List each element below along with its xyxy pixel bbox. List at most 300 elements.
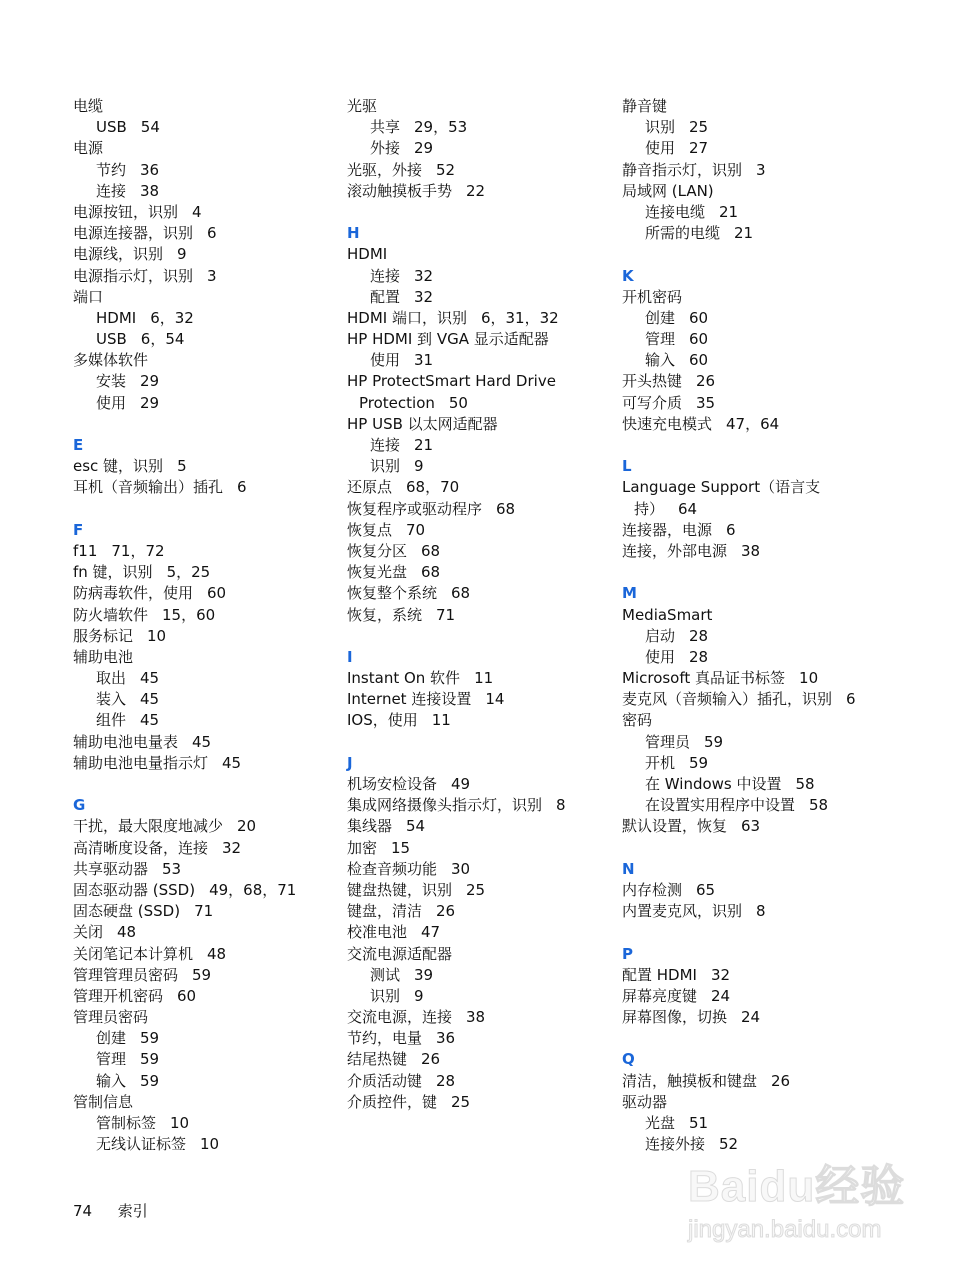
index-entry (73, 647, 343, 668)
page-reference[interactable]: 29 (140, 393, 160, 412)
index-entry (73, 202, 343, 223)
page-reference[interactable]: 51 (689, 1114, 709, 1132)
page-reference[interactable]: 25 (689, 118, 709, 137)
index-entry (347, 880, 617, 901)
index-subentry (622, 350, 892, 371)
index-term: 快速充电模式 (622, 414, 713, 433)
index-term: 清洁，触摸板和键盘 (622, 1071, 758, 1090)
index-entry (347, 1028, 617, 1049)
index-term: 连接 (96, 181, 127, 200)
index-term: 键盘热键，识别 (347, 880, 453, 899)
index-entry (73, 626, 343, 647)
index-term: 管理开机密码 (73, 986, 164, 1005)
page-reference[interactable]: 25 (451, 1092, 471, 1111)
index-term: 管制信息 (73, 1092, 134, 1111)
page-reference[interactable]: 58 (809, 796, 829, 815)
index-entry (622, 689, 892, 710)
page-reference[interactable]: 47 (421, 923, 441, 942)
index-term: Language Support（语言支 (622, 478, 821, 497)
section-spacer (622, 435, 892, 456)
page-reference[interactable]: 68，70 (406, 478, 460, 497)
index-term: 屏幕图像，切换 (622, 1008, 728, 1027)
index-entry (73, 562, 343, 583)
index-term: 电源 (73, 139, 104, 158)
index-letter-heading: L (622, 457, 632, 476)
index-entry (73, 96, 343, 117)
page-reference[interactable]: 59 (689, 753, 709, 772)
page-reference[interactable]: 25 (466, 880, 486, 899)
page-reference[interactable]: 26 (696, 372, 716, 391)
index-entry (622, 96, 892, 117)
index-entry (73, 266, 343, 287)
index-term: 使用 (645, 139, 676, 158)
index-entry (73, 944, 343, 965)
index-term: 关闭 (73, 923, 104, 942)
page-reference[interactable]: 26 (421, 1050, 441, 1069)
index-term: 局域网 (LAN) (622, 181, 714, 200)
index-term: 恢复分区 (347, 541, 408, 560)
index-term: 固态硬盘 (SSD) (73, 902, 181, 921)
index-term: 交流电源适配器 (347, 944, 453, 963)
page-reference[interactable]: 45 (192, 732, 212, 751)
section-spacer (622, 1028, 892, 1049)
page-reference[interactable]: 36 (436, 1029, 456, 1048)
index-term: 还原点 (347, 478, 393, 497)
index-term: 所需的电缆 (645, 224, 721, 243)
index-entry (347, 308, 617, 329)
index-subentry (347, 138, 617, 159)
index-term: 取出 (96, 669, 127, 688)
page-reference[interactable]: 60 (689, 351, 709, 370)
page-reference[interactable]: 28 (436, 1071, 456, 1090)
index-entry (347, 859, 617, 880)
index-term: 交流电源，连接 (347, 1008, 453, 1027)
page-reference[interactable]: 54 (406, 817, 426, 836)
index-entry (622, 986, 892, 1007)
index-subentry (622, 308, 892, 329)
index-term: 光驱，外接 (347, 160, 423, 179)
index-entry (622, 160, 892, 181)
page-reference[interactable]: 3 (756, 160, 766, 179)
index-entry (622, 605, 892, 626)
page-reference[interactable]: 6，54 (140, 330, 185, 349)
page-reference[interactable]: 63 (741, 817, 761, 836)
section-spacer (622, 244, 892, 265)
page-reference[interactable]: 59 (140, 1050, 160, 1069)
page-reference[interactable]: 27 (689, 139, 709, 158)
page-reference[interactable]: 68 (421, 563, 441, 582)
index-entry (73, 901, 343, 922)
index-term: 无线认证标签 (96, 1135, 187, 1154)
index-term: 内存检测 (622, 880, 683, 899)
index-term: 服务标记 (73, 626, 134, 645)
index-term: 结尾热键 (347, 1050, 408, 1069)
page-reference[interactable]: 8 (556, 796, 566, 815)
section-spacer (347, 626, 617, 647)
index-term: HDMI 端口，识别 (347, 308, 467, 327)
index-entry (622, 414, 892, 435)
page-reference[interactable]: 49 (451, 775, 471, 793)
index-subentry (73, 1113, 343, 1134)
page-reference[interactable]: 6 (237, 478, 247, 497)
index-term: USB (96, 330, 127, 349)
index-entry (73, 350, 343, 371)
page-reference[interactable]: 71，72 (111, 541, 165, 560)
page-reference[interactable]: 68 (496, 499, 516, 518)
index-entry (622, 710, 892, 731)
page-reference[interactable]: 10 (147, 626, 167, 645)
index-entry (347, 541, 617, 562)
index-term: 静音键 (622, 97, 668, 115)
index-entry (347, 520, 617, 541)
index-term: HP HDMI 到 VGA 显示适配器 (347, 330, 549, 349)
section-spacer (622, 562, 892, 583)
index-entry (347, 944, 617, 965)
index-subentry (622, 329, 892, 350)
index-term: 干扰，最大限度地减少 (73, 817, 224, 836)
page-reference[interactable]: 5，25 (166, 563, 211, 582)
index-entry (73, 605, 343, 626)
index-entry (73, 244, 343, 265)
page-reference[interactable]: 48 (207, 944, 227, 963)
index-entry (347, 393, 617, 414)
index-term: 管理管理员密码 (73, 965, 179, 984)
page-footer (73, 1201, 148, 1222)
index-letter-heading: G (73, 796, 86, 815)
index-subentry (347, 117, 617, 138)
index-entry (347, 329, 617, 350)
index-term: 恢复，系统 (347, 605, 423, 624)
index-term: 电源指示灯，识别 (73, 266, 194, 285)
index-subentry (73, 689, 343, 710)
index-entry (73, 477, 343, 498)
index-subentry (73, 710, 343, 731)
page-reference[interactable]: 8 (756, 902, 766, 921)
index-entry (347, 816, 617, 837)
page-reference[interactable]: 65 (696, 880, 716, 899)
page-reference[interactable]: 39 (414, 965, 434, 984)
index-column-2 (347, 96, 617, 1113)
page-reference[interactable]: 32 (414, 266, 434, 285)
index-entry (622, 965, 892, 986)
page-reference[interactable]: 38 (466, 1008, 486, 1027)
page-reference[interactable]: 54 (140, 118, 160, 137)
index-entry (622, 901, 892, 922)
index-term: 辅助电池电量表 (73, 732, 179, 751)
index-term: 集线器 (347, 817, 393, 836)
index-letter-heading: N (622, 859, 635, 878)
index-term: 多媒体软件 (73, 351, 149, 370)
page-reference[interactable]: 53 (162, 859, 182, 878)
index-letter-heading: F (73, 520, 84, 539)
page-reference[interactable]: 9 (414, 457, 424, 476)
page-reference[interactable]: 10 (799, 669, 819, 688)
page-reference[interactable]: 6，31，32 (480, 308, 559, 327)
page-reference[interactable]: 26 (771, 1071, 791, 1090)
index-entry (73, 986, 343, 1007)
index-entry (347, 922, 617, 943)
section-spacer (73, 414, 343, 435)
index-term: 节约 (96, 160, 127, 179)
index-entry (622, 371, 892, 392)
index-term: fn 键，识别 (73, 563, 153, 582)
index-term: 介质活动键 (347, 1071, 423, 1090)
page-reference[interactable]: 60 (689, 330, 709, 349)
index-subentry (73, 1134, 343, 1155)
index-subentry (622, 223, 892, 244)
index-term: 管制标签 (96, 1114, 157, 1132)
index-term: 连接 (370, 266, 401, 285)
index-term: HDMI (347, 245, 388, 264)
page-reference[interactable]: 30 (451, 859, 471, 878)
index-term: USB (96, 118, 127, 137)
index-entry (347, 583, 617, 604)
index-subentry (347, 965, 617, 986)
page-reference[interactable]: 28 (689, 626, 709, 645)
index-term: 开头热键 (622, 372, 683, 391)
page-reference[interactable]: 45 (140, 690, 160, 709)
page-reference[interactable]: 15，60 (162, 605, 216, 624)
page-reference[interactable]: 49，68，71 (209, 880, 297, 899)
index-term: 光驱 (347, 97, 378, 115)
page-reference[interactable]: 5 (177, 457, 187, 476)
index-term: 在 Windows 中设置 (645, 775, 782, 793)
page-reference[interactable]: 36 (140, 160, 160, 179)
page-reference[interactable]: 4 (192, 202, 202, 221)
index-letter-heading: E (73, 436, 84, 454)
index-entry (347, 1092, 617, 1113)
page-reference[interactable]: 21 (734, 224, 754, 243)
page-reference[interactable]: 68 (451, 584, 471, 603)
index-subentry (622, 1113, 892, 1134)
page-reference[interactable]: 59 (192, 965, 212, 984)
page-reference[interactable]: 50 (448, 393, 468, 412)
page-reference[interactable]: 3 (207, 266, 217, 285)
index-term: 恢复程序或驱动程序 (347, 499, 483, 518)
page-reference[interactable]: 29，53 (414, 118, 468, 137)
page-reference[interactable]: 6 (726, 520, 736, 539)
index-subentry (622, 138, 892, 159)
index-term: 持） (634, 499, 665, 518)
index-term: 恢复整个系统 (347, 584, 438, 603)
page-reference[interactable]: 24 (711, 986, 731, 1005)
index-subentry (622, 774, 892, 795)
page-reference[interactable]: 6，32 (150, 308, 194, 327)
index-letter-heading: M (622, 584, 637, 603)
page-reference[interactable]: 71 (436, 605, 456, 624)
index-entry (73, 880, 343, 901)
index-term: esc 键，识别 (73, 457, 164, 476)
page-reference[interactable]: 70 (406, 520, 426, 539)
page-reference[interactable]: 32 (414, 287, 434, 306)
index-term: 辅助电池 (73, 647, 134, 666)
index-subentry (622, 626, 892, 647)
index-term: 防病毒软件，使用 (73, 584, 194, 603)
index-entry (347, 160, 617, 181)
index-subentry (73, 308, 343, 329)
page-reference[interactable]: 14 (485, 690, 505, 709)
page-reference[interactable]: 68 (421, 541, 441, 560)
page-reference[interactable]: 47，64 (726, 414, 780, 433)
page-reference[interactable]: 59 (140, 1071, 160, 1090)
index-term: 关闭笔记本计算机 (73, 944, 194, 963)
index-term: 使用 (645, 647, 676, 666)
page-reference[interactable]: 52 (719, 1135, 739, 1154)
index-term: 配置 (370, 287, 401, 306)
index-term: 共享 (370, 118, 401, 137)
watermark-brand: Baidu经验 (688, 1162, 906, 1211)
index-entry (622, 499, 892, 520)
index-term: 固态驱动器 (SSD) (73, 880, 196, 899)
page-reference[interactable]: 38 (140, 181, 160, 200)
index-entry (347, 371, 617, 392)
index-entry (622, 541, 892, 562)
page-reference[interactable]: 11 (474, 669, 494, 688)
index-term: 滚动触摸板手势 (347, 181, 453, 200)
index-entry (622, 1092, 892, 1113)
page-reference[interactable]: 60 (207, 584, 227, 603)
page-reference[interactable]: 6 (207, 224, 217, 243)
page-reference[interactable]: 21 (719, 202, 739, 221)
page-reference[interactable]: 38 (741, 541, 761, 560)
index-subentry (347, 350, 617, 371)
page-reference[interactable]: 11 (431, 711, 451, 730)
page-reference[interactable]: 58 (795, 775, 815, 793)
index-subentry (73, 371, 343, 392)
index-term: 介质控件，键 (347, 1092, 438, 1111)
index-term: 密码 (622, 711, 653, 730)
index-entry (73, 859, 343, 880)
index-term: HDMI (96, 308, 137, 327)
page-reference[interactable]: 48 (117, 923, 137, 942)
page-reference[interactable]: 28 (689, 647, 709, 666)
page-reference[interactable]: 60 (689, 308, 709, 327)
index-term: Internet 连接设置 (347, 690, 472, 709)
page-reference[interactable]: 21 (414, 436, 434, 454)
index-term: 管理 (645, 330, 676, 349)
index-term: 集成网络摄像头指示灯，识别 (347, 796, 543, 815)
index-entry (347, 1007, 617, 1028)
page-reference[interactable]: 71 (194, 902, 214, 921)
page-reference[interactable]: 45 (140, 669, 160, 688)
index-term: HP USB 以太网适配器 (347, 414, 498, 433)
index-term: 管理员 (645, 732, 691, 751)
page-reference[interactable]: 52 (436, 160, 456, 179)
index-entry (73, 753, 343, 774)
index-term: 启动 (645, 626, 676, 645)
page-reference[interactable]: 6 (846, 690, 856, 709)
index-term: 测试 (370, 965, 401, 984)
index-subentry (73, 1028, 343, 1049)
index-term: MediaSmart (622, 605, 713, 624)
page-reference[interactable]: 32 (710, 965, 731, 984)
index-subentry (622, 647, 892, 668)
index-term: 装入 (96, 690, 127, 709)
index-entry (622, 816, 892, 837)
index-entry (622, 287, 892, 308)
index-term: 识别 (370, 986, 401, 1005)
index-subentry (347, 986, 617, 1007)
index-subentry (622, 117, 892, 138)
section-spacer (347, 732, 617, 753)
page-reference[interactable]: 29 (414, 139, 434, 158)
page-number: 74 (73, 1202, 93, 1220)
index-subentry (347, 435, 617, 456)
page-reference[interactable]: 9 (177, 245, 187, 264)
page-reference[interactable]: 15 (391, 838, 411, 857)
page-reference[interactable]: 59 (140, 1029, 160, 1048)
index-term: 驱动器 (622, 1092, 668, 1111)
index-subentry (73, 329, 343, 350)
index-subentry (73, 393, 343, 414)
index-entry (347, 1071, 617, 1092)
page-reference[interactable]: 26 (436, 902, 456, 921)
index-letter-heading: P (622, 944, 633, 963)
page-reference[interactable]: 31 (414, 351, 434, 370)
index-entry (347, 901, 617, 922)
page-reference[interactable]: 9 (414, 986, 424, 1005)
index-entry (73, 287, 343, 308)
index-term: 端口 (73, 287, 104, 306)
index-subentry (73, 160, 343, 181)
index-subentry (622, 202, 892, 223)
index-entry (347, 499, 617, 520)
page-reference[interactable]: 45 (222, 753, 242, 772)
page-reference[interactable]: 22 (466, 181, 486, 200)
index-subentry (73, 1071, 343, 1092)
index-term: 防火墙软件 (73, 605, 149, 624)
index-subentry (73, 668, 343, 689)
index-term: HP ProtectSmart Hard Drive (347, 372, 556, 391)
watermark-url: jingyan.baidu.com (688, 1216, 882, 1243)
page-reference[interactable]: 24 (741, 1008, 761, 1027)
index-entry (347, 562, 617, 583)
section-title: 索引 (117, 1202, 148, 1220)
page-reference[interactable]: 35 (696, 393, 716, 412)
index-letter-heading: J (347, 753, 353, 772)
page-reference[interactable]: 64 (678, 499, 698, 518)
page-reference[interactable]: 29 (140, 372, 160, 391)
index-entry (347, 414, 617, 435)
index-entry (73, 583, 343, 604)
page-reference[interactable]: 10 (200, 1135, 220, 1154)
baidu-watermark (688, 1150, 928, 1260)
index-subentry (73, 1049, 343, 1070)
page-reference[interactable]: 59 (704, 732, 724, 751)
index-subentry (622, 732, 892, 753)
index-entry (347, 774, 617, 795)
page-reference[interactable]: 10 (170, 1114, 190, 1132)
index-term: 使用 (96, 393, 127, 412)
index-term: 共享驱动器 (73, 859, 149, 878)
page-reference[interactable]: 20 (237, 817, 257, 836)
index-entry (347, 181, 617, 202)
page-reference[interactable]: 45 (140, 711, 160, 730)
index-term: Instant On 软件 (347, 669, 461, 688)
index-subentry (73, 117, 343, 138)
index-term: 电源按钮，识别 (73, 202, 179, 221)
index-term: 静音指示灯，识别 (622, 160, 743, 179)
page-reference[interactable]: 32 (222, 838, 242, 857)
section-spacer (622, 922, 892, 943)
index-term: 可写介质 (622, 393, 683, 412)
index-term: 连接外接 (645, 1135, 706, 1154)
index-entry (73, 456, 343, 477)
index-term: 连接器，电源 (622, 520, 713, 539)
index-column-1 (73, 96, 343, 1155)
page-reference[interactable]: 60 (177, 986, 197, 1005)
index-term: 创建 (96, 1029, 127, 1048)
